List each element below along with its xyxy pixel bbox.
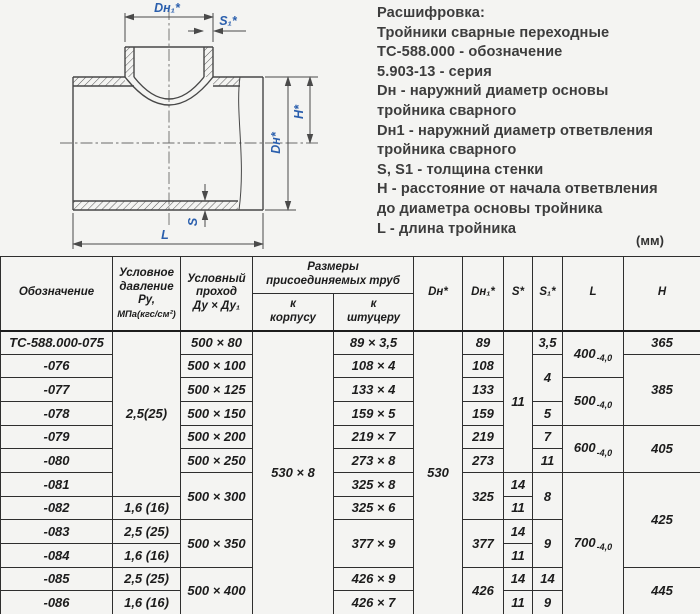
l-tolerance: -4,0 xyxy=(596,400,613,411)
cell-s: 14 xyxy=(504,520,533,544)
cell-s: 11 xyxy=(504,496,533,520)
l-tolerance: -4,0 xyxy=(596,447,613,458)
cell-pressure: 2,5 (25) xyxy=(113,520,181,544)
col-header-s1: S₁* xyxy=(533,257,563,331)
cell-to-branch: 426 × 7 xyxy=(334,591,414,614)
legend-line: ТС-588.000 - обозначение xyxy=(377,44,563,61)
col-header-designation: Обозначение xyxy=(1,257,113,331)
cell-designation: -083 xyxy=(1,520,113,544)
cell-s1: 9 xyxy=(533,591,563,614)
cell-to-body: 530 × 8 xyxy=(253,331,334,614)
dim-label-dn-icon: Dн* xyxy=(269,132,283,154)
col-header-l: L xyxy=(563,257,624,331)
cell-designation: -077 xyxy=(1,378,113,402)
cell-s: 14 xyxy=(504,472,533,496)
legend-line: тройника сварного xyxy=(377,102,517,119)
cell-s1: 9 xyxy=(533,520,563,567)
cell-bore: 500 × 100 xyxy=(181,354,253,378)
cell-bore: 500 × 150 xyxy=(181,401,253,425)
dim-label-h-icon: H* xyxy=(292,105,306,119)
l-tolerance: -4,0 xyxy=(596,353,613,364)
cell-designation: -082 xyxy=(1,496,113,520)
legend-line: Н - расстояние от начала ответвления xyxy=(377,181,658,198)
cell-pressure: 1,6 (16) xyxy=(113,543,181,567)
cell-s1: 3,5 xyxy=(533,331,563,355)
table-row xyxy=(1,425,700,449)
legend-line: Dн - наружний диаметр основы xyxy=(377,83,609,100)
cell-s1: 7 xyxy=(533,425,563,449)
cell-designation: -076 xyxy=(1,354,113,378)
cell-pressure: 2,5 (25) xyxy=(113,567,181,591)
cell-designation: -085 xyxy=(1,567,113,591)
cell-dn1: 426 xyxy=(463,567,504,614)
dim-label-s1-icon: S₁* xyxy=(219,14,237,28)
cell-s1: 14 xyxy=(533,567,563,591)
cell-bore: 500 × 350 xyxy=(181,520,253,567)
cell-pressure: 1,6 (16) xyxy=(113,591,181,614)
table-row xyxy=(1,331,700,355)
cell-s1: 8 xyxy=(533,472,563,519)
cell-l xyxy=(563,472,624,614)
l-value: 400 xyxy=(573,345,596,361)
cell-designation: -086 xyxy=(1,591,113,614)
cell-s1: 5 xyxy=(533,401,563,425)
cell-s: 14 xyxy=(504,567,533,591)
header-line: Условный xyxy=(187,272,246,285)
cell-designation: -084 xyxy=(1,543,113,567)
cell-dn1: 219 xyxy=(463,425,504,449)
cell-bore: 500 × 125 xyxy=(181,378,253,402)
legend-line: тройника сварного xyxy=(377,142,517,159)
dim-label-l-icon: L xyxy=(161,228,169,242)
header-line: штуцеру xyxy=(346,311,401,324)
l-value: 600 xyxy=(573,439,596,455)
cell-pressure: 1,6 (16) xyxy=(113,496,181,520)
header-line: проход xyxy=(195,286,238,299)
cell-h: 445 xyxy=(624,567,700,614)
col-header-s: S* xyxy=(504,257,533,331)
cell-h: 365 xyxy=(624,331,700,355)
cell-dn1: 325 xyxy=(463,472,504,519)
cell-designation: -079 xyxy=(1,425,113,449)
l-value: 700 xyxy=(573,534,596,550)
cell-h: 425 xyxy=(624,472,700,567)
cell-to-branch: 219 × 7 xyxy=(334,425,414,449)
cell-designation: -080 xyxy=(1,449,113,473)
cell-to-branch: 89 × 3,5 xyxy=(334,331,414,355)
legend-line: L - длина тройника xyxy=(377,220,517,237)
col-header-pressure xyxy=(113,257,181,331)
cell-designation: ТС-588.000-075 xyxy=(1,331,113,355)
cell-bore: 500 × 400 xyxy=(181,567,253,614)
legend-line: 5.903-13 - серия xyxy=(377,63,492,80)
header-line: к xyxy=(290,298,296,311)
l-tolerance: -4,0 xyxy=(596,542,613,553)
col-header-bore xyxy=(181,257,253,331)
header-line: Размеры xyxy=(307,261,359,274)
dim-label-dn1-icon: Dн₁* xyxy=(154,1,180,15)
units-note: (мм) xyxy=(636,233,664,248)
legend-line: Dн1 - наружний диаметр ответвления xyxy=(377,122,653,139)
cell-dn: 530 xyxy=(414,331,463,614)
cell-pressure: 2,5(25) xyxy=(113,331,181,497)
col-header-to-body xyxy=(253,294,334,331)
legend-line: Расшифровка: xyxy=(377,5,485,21)
cell-to-branch: 325 × 8 xyxy=(334,472,414,496)
cell-s1: 11 xyxy=(533,449,563,473)
cell-bore: 500 × 300 xyxy=(181,472,253,519)
cell-to-branch: 108 × 4 xyxy=(334,354,414,378)
cell-to-branch: 159 × 5 xyxy=(334,401,414,425)
cell-h: 405 xyxy=(624,425,700,472)
cell-dn1: 89 xyxy=(463,331,504,355)
cell-to-branch: 377 × 9 xyxy=(334,520,414,567)
cell-to-branch: 325 × 6 xyxy=(334,496,414,520)
tee-fitting-drawing xyxy=(0,0,370,250)
header-line: к xyxy=(370,298,377,311)
dim-label-s-icon: S xyxy=(186,217,200,227)
cell-dn1: 108 xyxy=(463,354,504,378)
cell-bore: 500 × 80 xyxy=(181,331,253,355)
header-line: Ру, xyxy=(138,294,155,307)
col-header-h: H xyxy=(624,257,700,331)
cell-s1: 4 xyxy=(533,354,563,401)
header-line: корпусу xyxy=(270,311,316,324)
legend-line: S, S1 - толщина стенки xyxy=(377,161,544,178)
table-row xyxy=(1,472,700,496)
dimensions-table xyxy=(0,256,700,614)
cell-dn1: 273 xyxy=(463,449,504,473)
legend-line: Тройники сварные переходные xyxy=(377,24,610,41)
cell-bore: 500 × 250 xyxy=(181,449,253,473)
header-line: присоединяемых труб xyxy=(266,275,400,287)
header-line: давление xyxy=(119,280,174,293)
l-value: 500 xyxy=(573,392,596,408)
legend-block xyxy=(377,4,699,239)
table-row xyxy=(1,378,700,402)
cell-dn1: 159 xyxy=(463,401,504,425)
cell-bore: 500 × 200 xyxy=(181,425,253,449)
cell-l xyxy=(563,378,624,425)
header-line: Ду × Ду₁ xyxy=(192,300,241,313)
cell-designation: -081 xyxy=(1,472,113,496)
cell-l xyxy=(563,425,624,472)
cell-s: 11 xyxy=(504,591,533,614)
cell-dn1: 133 xyxy=(463,378,504,402)
cell-dn1: 377 xyxy=(463,520,504,567)
header-line: МПа(кгс/см²) xyxy=(117,308,176,320)
cell-h: 385 xyxy=(624,354,700,425)
col-header-dn1: Dн₁* xyxy=(463,257,504,331)
cell-to-branch: 133 × 4 xyxy=(334,378,414,402)
cell-to-branch: 273 × 8 xyxy=(334,449,414,473)
cell-s: 11 xyxy=(504,543,533,567)
cell-to-branch: 426 × 9 xyxy=(334,567,414,591)
cell-designation: -078 xyxy=(1,401,113,425)
cell-s: 11 xyxy=(504,331,533,473)
col-header-to-branch xyxy=(334,294,414,331)
header-line: Условное xyxy=(119,267,174,280)
col-header-dn: Dн* xyxy=(414,257,463,331)
cell-l xyxy=(563,331,624,378)
col-header-pipe-sizes xyxy=(253,257,414,294)
legend-line: до диаметра основы тройника xyxy=(377,200,603,217)
